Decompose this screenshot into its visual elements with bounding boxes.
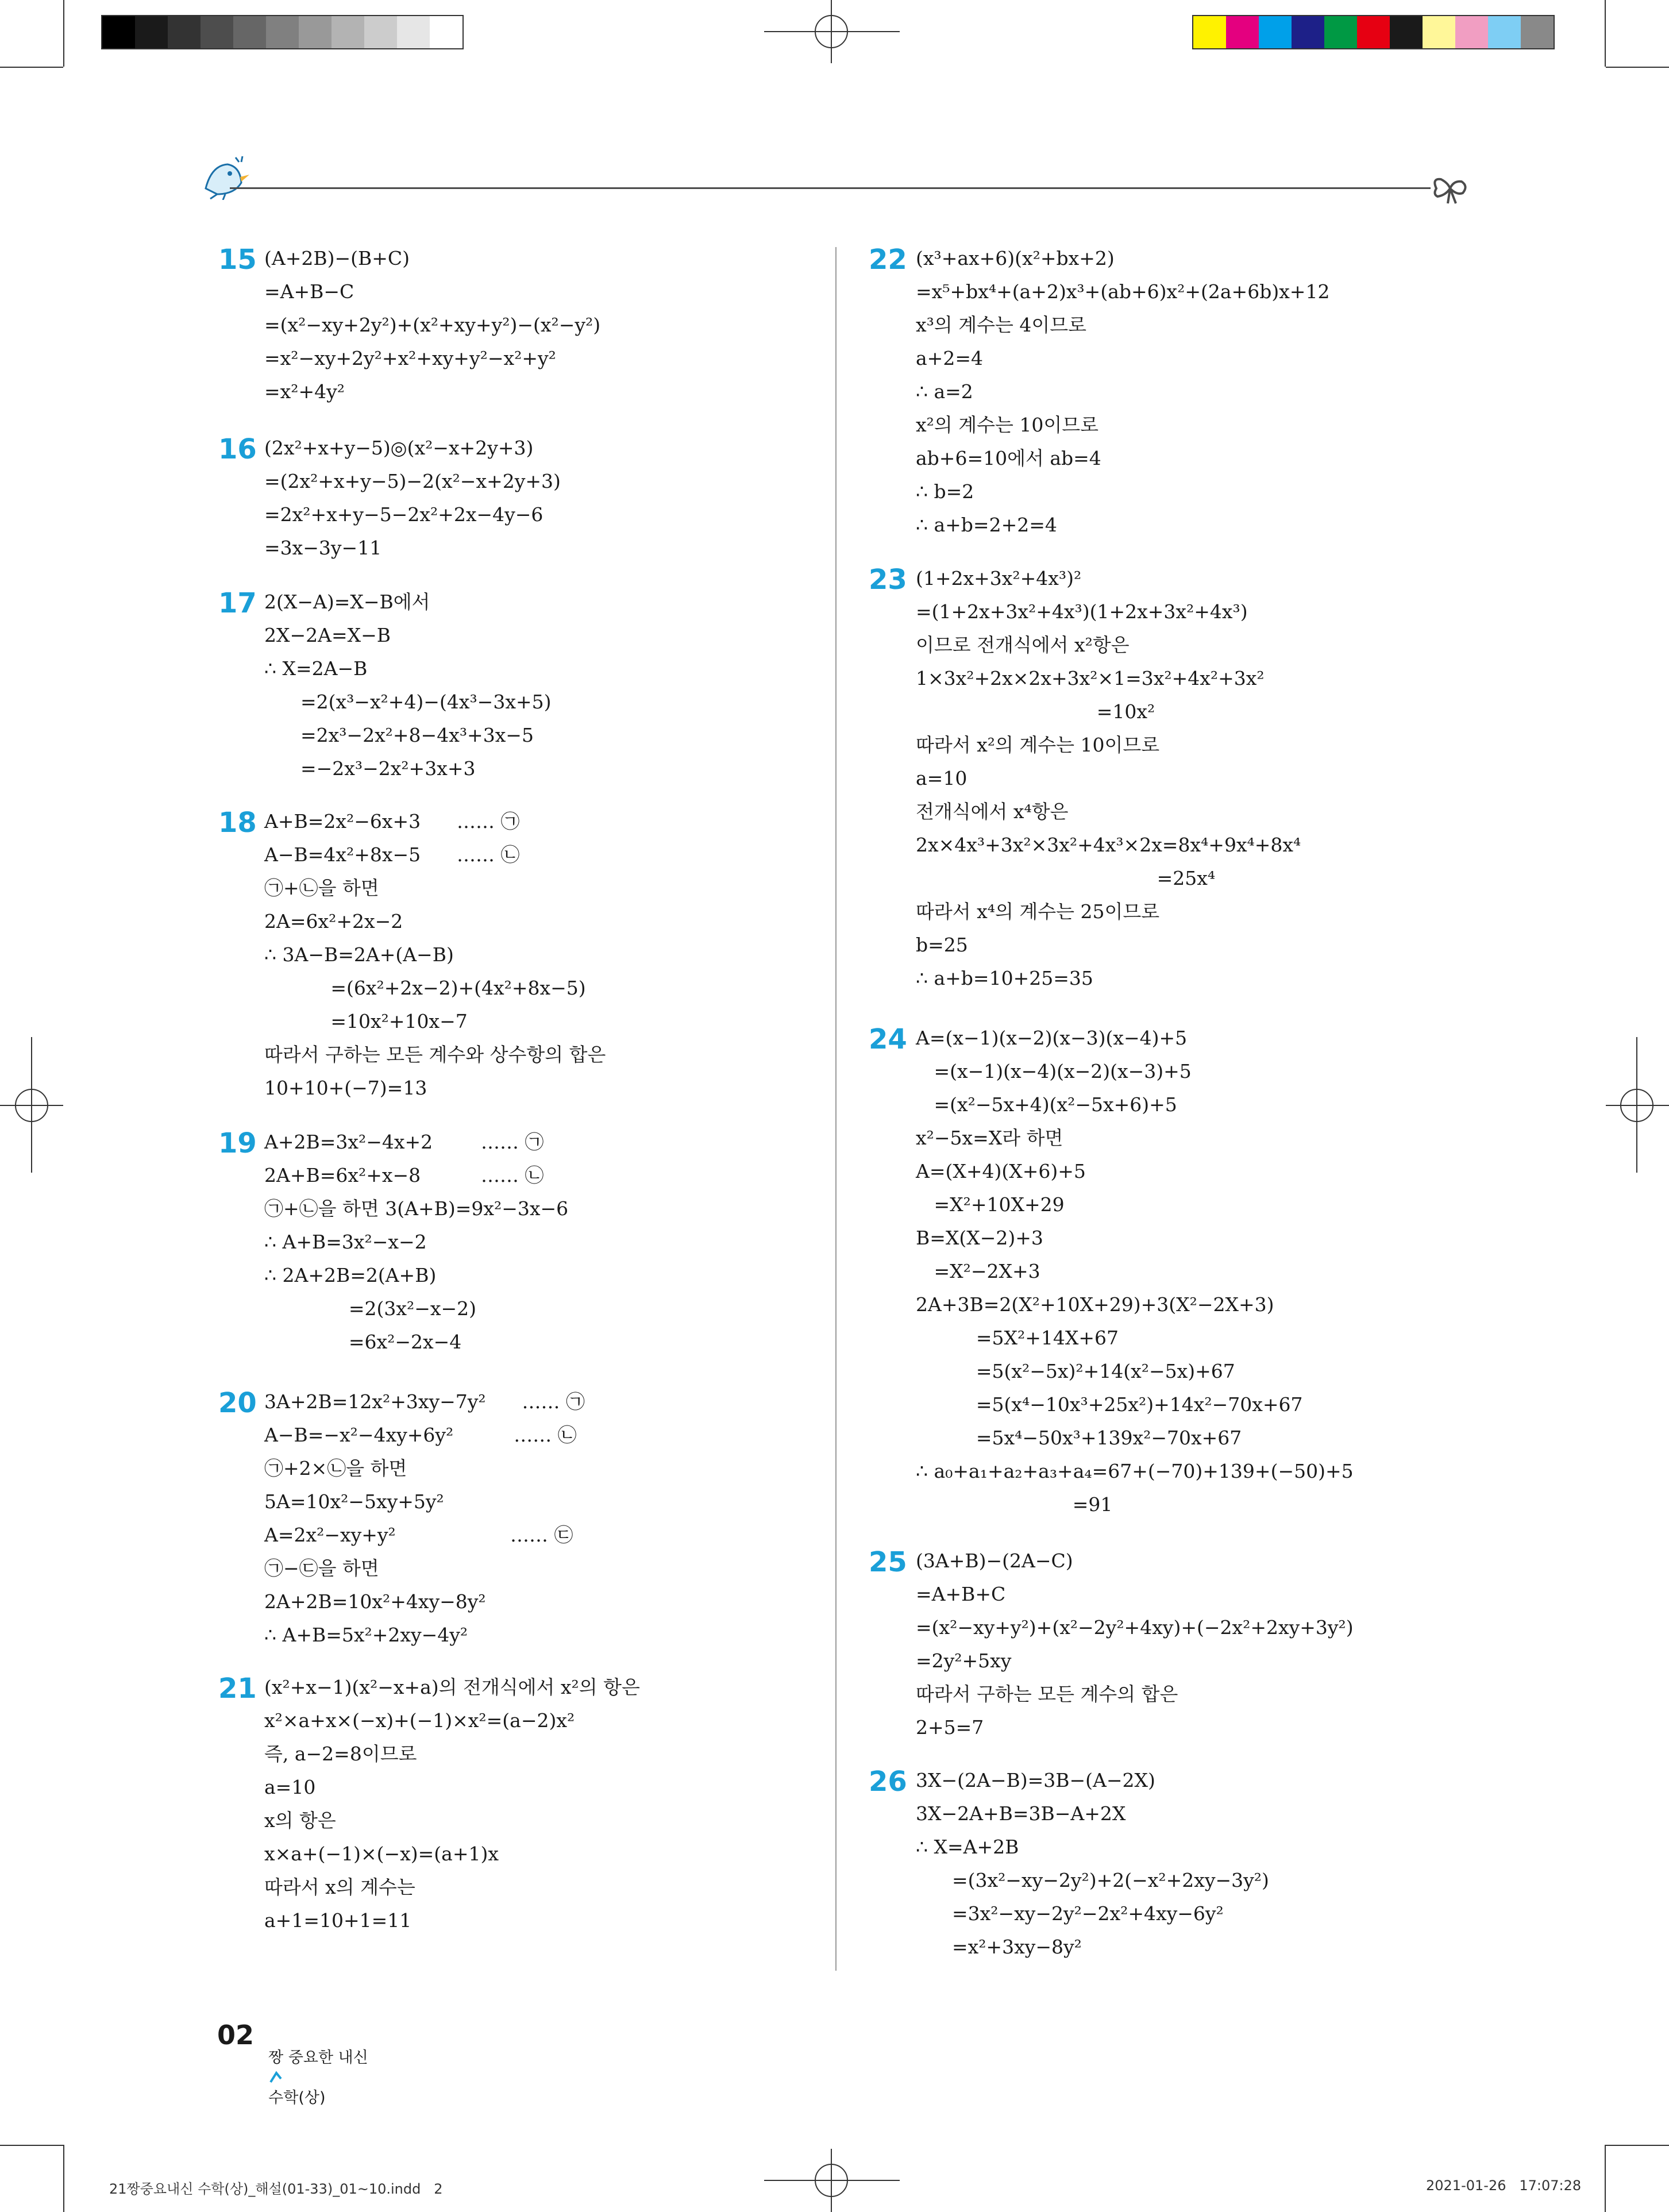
crop-mark	[0, 2145, 63, 2146]
crop-mark	[1606, 2145, 1669, 2146]
color-swatch	[102, 16, 135, 48]
problem-number: 18	[218, 807, 257, 839]
solution-line: =A+B+C	[916, 1583, 1006, 1605]
book-title	[259, 2027, 368, 2107]
color-swatch	[299, 16, 332, 48]
color-swatch	[364, 16, 397, 48]
solution-line: A=(x−1)(x−2)(x−3)(x−4)+5	[916, 1027, 1188, 1049]
slug-timestamp: 2021-01-26 17:07:28	[1426, 2178, 1582, 2194]
solution-line: =10x²	[916, 700, 1155, 723]
solution-line: (3A+B)−(2A−C)	[916, 1550, 1073, 1572]
solution-line: ∴ 2A+2B=2(A+B)	[264, 1264, 437, 1286]
solution-line: =2(3x²−x−2)	[264, 1297, 476, 1320]
solution-line: 이므로 전개식에서 x²항은	[916, 634, 1130, 656]
problem-number: 22	[869, 244, 907, 276]
solution-line: (A+2B)−(B+C)	[264, 247, 410, 269]
solution-line: 따라서 x²의 계수는 10이므로	[916, 734, 1160, 756]
color-swatch	[397, 16, 430, 48]
color-swatch	[168, 16, 201, 48]
solution-line: =2(x³−x²+4)−(4x³−3x+5)	[264, 691, 552, 713]
solution-line: =A+B−C	[264, 280, 354, 303]
solution-line: =6x²−2x−4	[264, 1331, 462, 1353]
solution-line: 2(X−A)=X−B에서	[264, 591, 430, 613]
cartoon-bird-icon	[200, 154, 252, 200]
solution-line: a+2=4	[916, 347, 983, 369]
color-swatch	[1488, 16, 1521, 48]
solution-line: x×a+(−1)×(−x)=(a+1)x	[264, 1843, 499, 1865]
solution-line: =x²+4y²	[264, 380, 345, 403]
color-swatch	[201, 16, 233, 48]
color-swatch	[430, 16, 462, 48]
book-title-suffix: 수학(상)	[268, 2089, 326, 2107]
solution-line: =x²−xy+2y²+x²+xy+y²−x²+y²	[264, 347, 556, 369]
solution-line: 따라서 구하는 모든 계수와 상수항의 합은	[264, 1043, 606, 1066]
solution-line: =(6x²+2x−2)+(4x²+8x−5)	[264, 977, 586, 999]
solution-line: =−2x³−2x²+3x+3	[264, 757, 476, 780]
color-swatch-bar	[1192, 15, 1555, 49]
solution-line: A−B=−x²−4xy+6y² …… ㉡	[264, 1424, 577, 1446]
solution-line: =3x²−xy−2y²−2x²+4xy−6y²	[916, 1902, 1224, 1925]
color-swatch	[1226, 16, 1259, 48]
solution-line: =2x²+x+y−5−2x²+2x−4y−6	[264, 503, 544, 526]
arrow-icon	[268, 2070, 283, 2084]
solution-line: =x²+3xy−8y²	[916, 1936, 1082, 1958]
problem-number: 24	[869, 1023, 907, 1055]
solution-line: =(x−1)(x−4)(x−2)(x−3)+5	[916, 1060, 1192, 1082]
solution-line: A=(X+4)(X+6)+5	[916, 1160, 1086, 1182]
solution-line: 1×3x²+2x×2x+3x²×1=3x²+4x²+3x²	[916, 667, 1265, 689]
solution-line: A+B=2x²−6x+3 …… ㉠	[264, 810, 520, 833]
solution-line: =x⁵+bx⁴+(a+2)x³+(ab+6)x²+(2a+6b)x+12	[916, 280, 1330, 303]
color-swatch	[1193, 16, 1226, 48]
problem-number: 21	[218, 1673, 257, 1705]
solution-line: ∴ X=A+2B	[916, 1836, 1019, 1858]
slug-filename: 21짱중요내신 수학(상)_해설(01-33)_01~10.indd 2	[109, 2181, 443, 2197]
solution-line: A=2x²−xy+y² …… ㉢	[264, 1524, 573, 1546]
crop-mark	[1605, 2145, 1606, 2212]
solution-line: ∴ A+B=5x²+2xy−4y²	[264, 1624, 468, 1646]
solution-line: b=25	[916, 934, 968, 956]
crop-mark	[1605, 0, 1606, 67]
color-swatch	[1521, 16, 1554, 48]
solution-line: (2x²+x+y−5)◎(x²−x+2y+3)	[264, 437, 534, 459]
solution-line: ∴ a₀+a₁+a₂+a₃+a₄=67+(−70)+139+(−50)+5	[916, 1460, 1354, 1482]
solution-line: x²−5x=X라 하면	[916, 1127, 1063, 1149]
solution-line: a+1=10+1=11	[264, 1909, 412, 1932]
solution-line: =5x⁴−50x³+139x²−70x+67	[916, 1427, 1242, 1449]
solution-line: 2A=6x²+2x−2	[264, 910, 403, 932]
crop-mark	[0, 67, 63, 68]
header-rule	[230, 187, 1431, 189]
solution-line: ∴ b=2	[916, 480, 974, 503]
problem-number: 17	[218, 587, 257, 619]
solution-line: 3A+2B=12x²+3xy−7y² …… ㉠	[264, 1390, 585, 1413]
book-title-prefix: 짱 중요한 내신	[268, 2049, 368, 2067]
solution-line: 10+10+(−7)=13	[264, 1077, 427, 1099]
solution-line: a=10	[264, 1776, 316, 1798]
solution-line: =5X²+14X+67	[916, 1327, 1119, 1349]
solution-line: B=X(X−2)+3	[916, 1227, 1043, 1249]
solution-line: ㉠−㉢을 하면	[264, 1557, 379, 1579]
solution-line: =2y²+5xy	[916, 1650, 1012, 1672]
solution-line: =5(x²−5x)²+14(x²−5x)+67	[916, 1360, 1235, 1382]
solution-line: =25x⁴	[916, 867, 1216, 889]
solution-line: x²의 계수는 10이므로	[916, 414, 1098, 436]
color-swatch	[266, 16, 299, 48]
solution-line: 즉, a−2=8이므로	[264, 1743, 417, 1765]
problem-number: 19	[218, 1127, 257, 1159]
color-swatch	[1259, 16, 1292, 48]
solution-line: 따라서 x⁴의 계수는 25이므로	[916, 900, 1160, 923]
problem-number: 23	[869, 564, 907, 596]
color-swatch	[1357, 16, 1390, 48]
problem-number: 20	[218, 1387, 257, 1419]
column-divider	[835, 247, 837, 1971]
solution-line: (x³+ax+6)(x²+bx+2)	[916, 247, 1115, 269]
problem-number: 26	[869, 1766, 907, 1798]
solution-line: ∴ 3A−B=2A+(A−B)	[264, 943, 454, 966]
color-swatch	[135, 16, 168, 48]
solution-line: =X²+10X+29	[916, 1193, 1065, 1216]
solution-line: =2x³−2x²+8−4x³+3x−5	[264, 724, 534, 746]
solution-line: =(x²−5x+4)(x²−5x+6)+5	[916, 1093, 1177, 1116]
solution-line: (1+2x+3x²+4x³)²	[916, 567, 1082, 589]
color-swatch	[1455, 16, 1488, 48]
problem-number: 16	[218, 433, 257, 465]
solution-line: ㉠+㉡을 하면	[264, 877, 379, 899]
solution-line: =(2x²+x+y−5)−2(x²−x+2y+3)	[264, 470, 561, 492]
color-swatch	[332, 16, 364, 48]
solution-line: =X²−2X+3	[916, 1260, 1040, 1282]
solution-line: A−B=4x²+8x−5 …… ㉡	[264, 843, 520, 866]
solution-line: ∴ X=2A−B	[264, 657, 368, 680]
solution-line: =(3x²−xy−2y²)+2(−x²+2xy−3y²)	[916, 1869, 1269, 1891]
crop-mark	[63, 0, 64, 67]
color-swatch	[1292, 16, 1324, 48]
solution-line: =10x²+10x−7	[264, 1010, 468, 1032]
problem-number: 15	[218, 244, 257, 276]
solution-line: =(x²−xy+y²)+(x²−2y²+4xy)+(−2x²+2xy+3y²)	[916, 1616, 1354, 1639]
solution-line: (x²+x−1)(x²−x+a)의 전개식에서 x²의 항은	[264, 1676, 640, 1698]
solution-line: 2A+B=6x²+x−8 …… ㉡	[264, 1164, 544, 1186]
solution-line: =91	[916, 1493, 1113, 1516]
solution-line: ㉠+㉡을 하면 3(A+B)=9x²−3x−6	[264, 1197, 569, 1220]
solution-line: a=10	[916, 767, 968, 789]
solution-line: 따라서 구하는 모든 계수의 합은	[916, 1683, 1178, 1705]
solution-line: x³의 계수는 4이므로	[916, 314, 1086, 336]
gray-swatch-bar	[101, 15, 464, 49]
solution-line: 5A=10x²−5xy+5y²	[264, 1490, 444, 1513]
solution-line: 전개식에서 x⁴항은	[916, 800, 1069, 823]
solution-line: ∴ a+b=2+2=4	[916, 514, 1057, 536]
solution-line: 2+5=7	[916, 1716, 984, 1739]
solution-line: =3x−3y−11	[264, 537, 382, 559]
solution-line: x²×a+x×(−x)+(−1)×x²=(a−2)x²	[264, 1709, 575, 1732]
color-swatch	[1324, 16, 1357, 48]
solution-line: =(1+2x+3x²+4x³)(1+2x+3x²+4x³)	[916, 600, 1248, 623]
solution-line: 따라서 x의 계수는	[264, 1876, 415, 1898]
solution-line: ∴ A+B=3x²−x−2	[264, 1231, 427, 1253]
crop-mark	[1606, 67, 1669, 68]
solution-line: x의 항은	[264, 1809, 336, 1832]
solution-line: 3X−2A+B=3B−A+2X	[916, 1802, 1126, 1825]
color-swatch	[1390, 16, 1423, 48]
color-swatch	[1423, 16, 1455, 48]
solution-line: 2X−2A=X−B	[264, 624, 391, 646]
solution-line: 2A+3B=2(X²+10X+29)+3(X²−2X+3)	[916, 1293, 1274, 1316]
crop-mark	[63, 2145, 64, 2212]
solution-line: ab+6=10에서 ab=4	[916, 447, 1101, 469]
page-number: 02	[217, 2020, 255, 2051]
solution-line: ∴ a=2	[916, 380, 973, 403]
solution-line: ∴ a+b=10+25=35	[916, 967, 1093, 989]
solution-line: 2A+2B=10x²+4xy−8y²	[264, 1590, 486, 1613]
solution-line: 2x×4x³+3x²×3x²+4x³×2x=8x⁴+9x⁴+8x⁴	[916, 834, 1301, 856]
solution-line: =(x²−xy+2y²)+(x²+xy+y²)−(x²−y²)	[264, 314, 601, 336]
solution-line: =5(x⁴−10x³+25x²)+14x²−70x+67	[916, 1393, 1303, 1416]
solution-line: ㉠+2×㉡을 하면	[264, 1457, 407, 1479]
problem-number: 25	[869, 1546, 907, 1578]
solution-line: 3X−(2A−B)=3B−(A−2X)	[916, 1769, 1155, 1791]
color-swatch	[233, 16, 266, 48]
ribbon-bow-icon	[1431, 172, 1471, 207]
solution-line: A+2B=3x²−4x+2 …… ㉠	[264, 1131, 544, 1153]
